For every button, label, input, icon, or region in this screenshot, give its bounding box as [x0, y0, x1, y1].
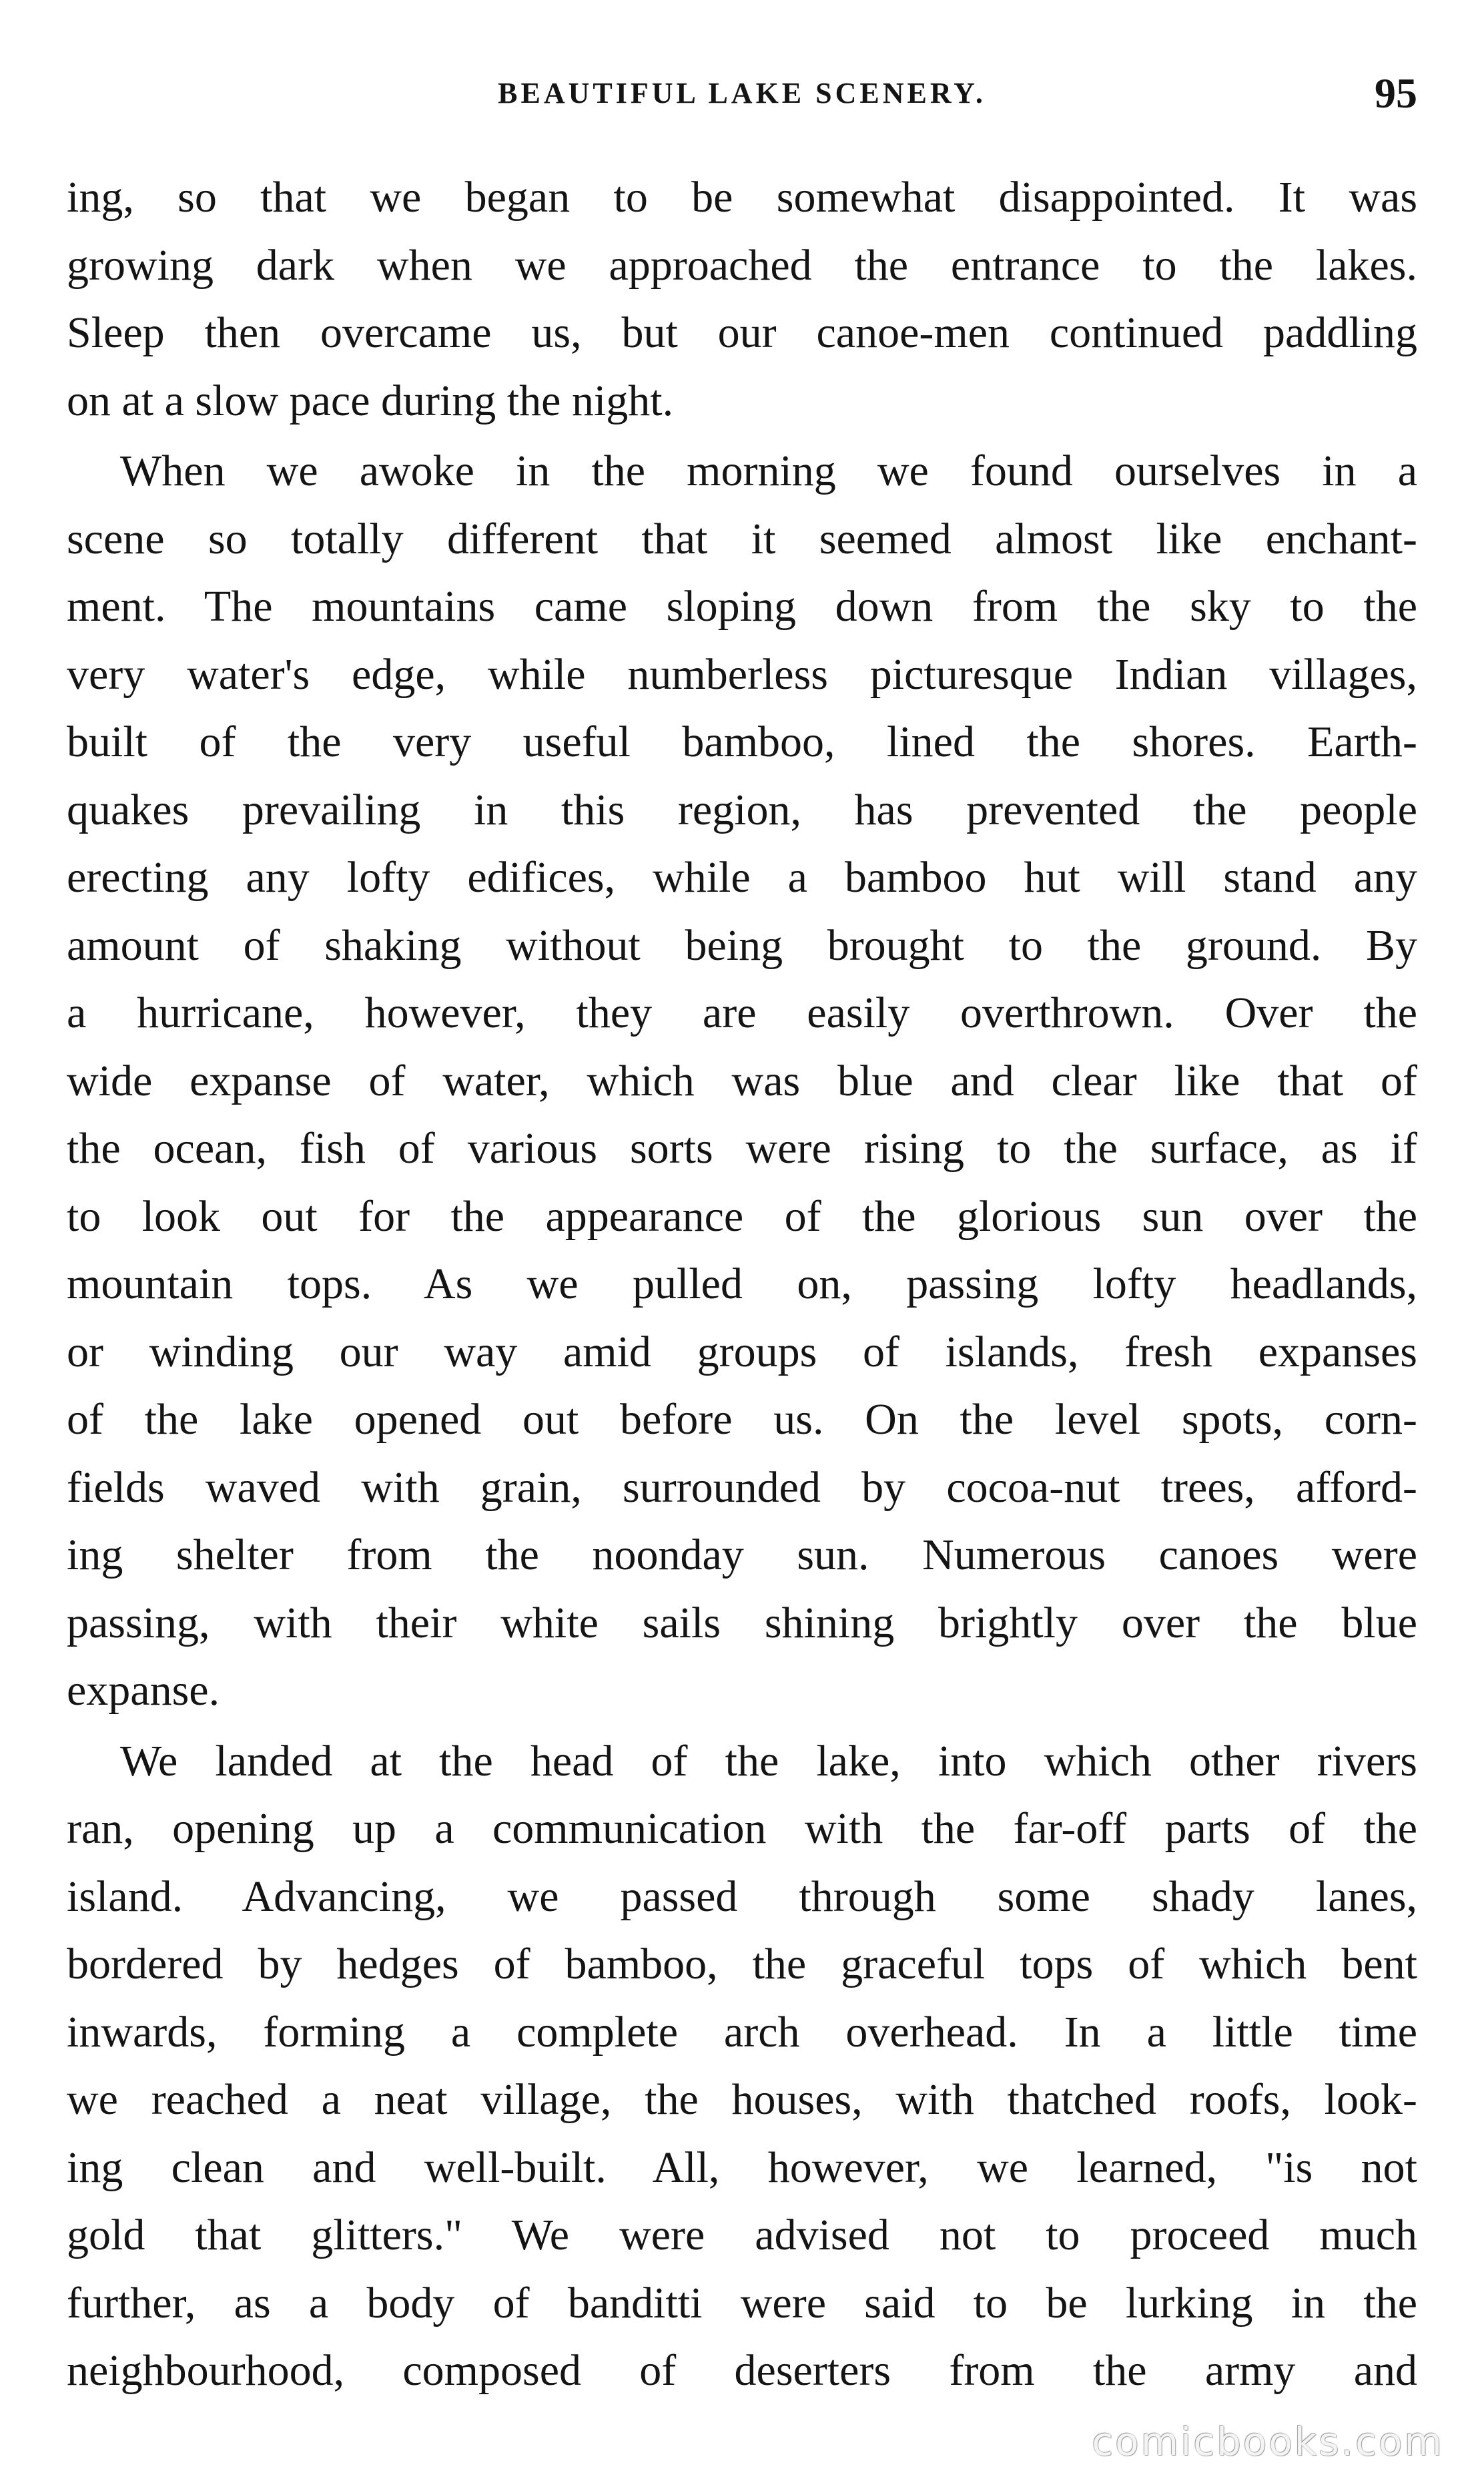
text-line: or winding our way amid groups of islands, fresh expanses: [67, 1327, 1417, 1376]
text-line: ment. The mountains came sloping down from the sky to the: [67, 582, 1417, 631]
text-line: ran, opening up a communication with the far-off parts of the: [67, 1804, 1417, 1853]
text-line: ing, so that we began to be somewhat disappointed. It was: [67, 173, 1417, 222]
text-line: We landed at the head of the lake, into which other rivers: [120, 1736, 1417, 1785]
body-text: [67, 164, 1417, 2405]
text-line: further, as a body of banditti were said to be lurking in the: [67, 2278, 1417, 2327]
text-line: When we awoke in the morning we found ourselves in a: [120, 447, 1417, 495]
text-line: growing dark when we approached the entrance to the lakes.: [67, 240, 1417, 290]
text-line: amount of shaking without being brought to the ground. By: [67, 920, 1417, 970]
text-line: erecting any lofty edifices, while a bamboo hut will stand any: [67, 853, 1417, 902]
text-line: very water's edge, while numberless picturesque Indian villages,: [67, 649, 1417, 699]
text-line: we reached a neat village, the houses, with thatched roofs, look-: [67, 2075, 1417, 2124]
text-line: the ocean, fish of various sorts were rising to the surface, as if: [67, 1124, 1417, 1173]
text-line: ing shelter from the noonday sun. Numerous canoes were: [67, 1531, 1417, 1579]
text-line: passing, with their white sails shining brightly over the blue: [67, 1598, 1417, 1647]
text-line: gold that glitters." We were advised not to proceed much: [67, 2211, 1417, 2259]
text-line: neighbourhood, composed of deserters from the army and: [67, 2346, 1417, 2395]
text-line: quakes prevailing in this region, has prevented the people: [67, 785, 1417, 834]
paragraph: [67, 1727, 1417, 2405]
text-line: scene so totally different that it seemed almost like enchant-: [67, 514, 1417, 563]
page-number: 95: [1375, 69, 1417, 117]
text-line: of the lake opened out before us. On the level spots, corn-: [67, 1395, 1417, 1444]
text-line: ing clean and well-built. All, however, we learned, "is not: [67, 2143, 1417, 2192]
text-line: Sleep then overcame us, but our canoe-men continued paddling: [67, 308, 1417, 357]
text-line: bordered by hedges of bamboo, the graceful tops of which bent: [67, 1940, 1417, 1988]
text-line: wide expanse of water, which was blue and clear like that of: [67, 1056, 1417, 1105]
text-line: on at a slow pace during the night.: [67, 376, 674, 425]
text-line: a hurricane, however, they are easily overthrown. Over the: [67, 989, 1417, 1037]
watermark: comicbooks.com: [1092, 2419, 1444, 2464]
text-line: expanse.: [67, 1666, 220, 1715]
text-line: to look out for the appearance of the glorious sun over the: [67, 1191, 1417, 1241]
text-line: mountain tops. As we pulled on, passing lofty headlands,: [67, 1260, 1417, 1308]
text-line: built of the very useful bamboo, lined the shores. Earth-: [67, 718, 1417, 766]
paragraph: [67, 437, 1417, 1725]
running-title: BEAUTIFUL LAKE SCENERY.: [498, 77, 986, 109]
running-head: [67, 67, 1417, 120]
text-line: fields waved with grain, surrounded by cocoa-nut trees, afford-: [67, 1462, 1417, 1512]
text-line: inwards, forming a complete arch overhead. In a little time: [67, 2007, 1417, 2056]
text-line: island. Advancing, we passed through some shady lanes,: [67, 1872, 1417, 1921]
paragraph: [67, 164, 1417, 435]
